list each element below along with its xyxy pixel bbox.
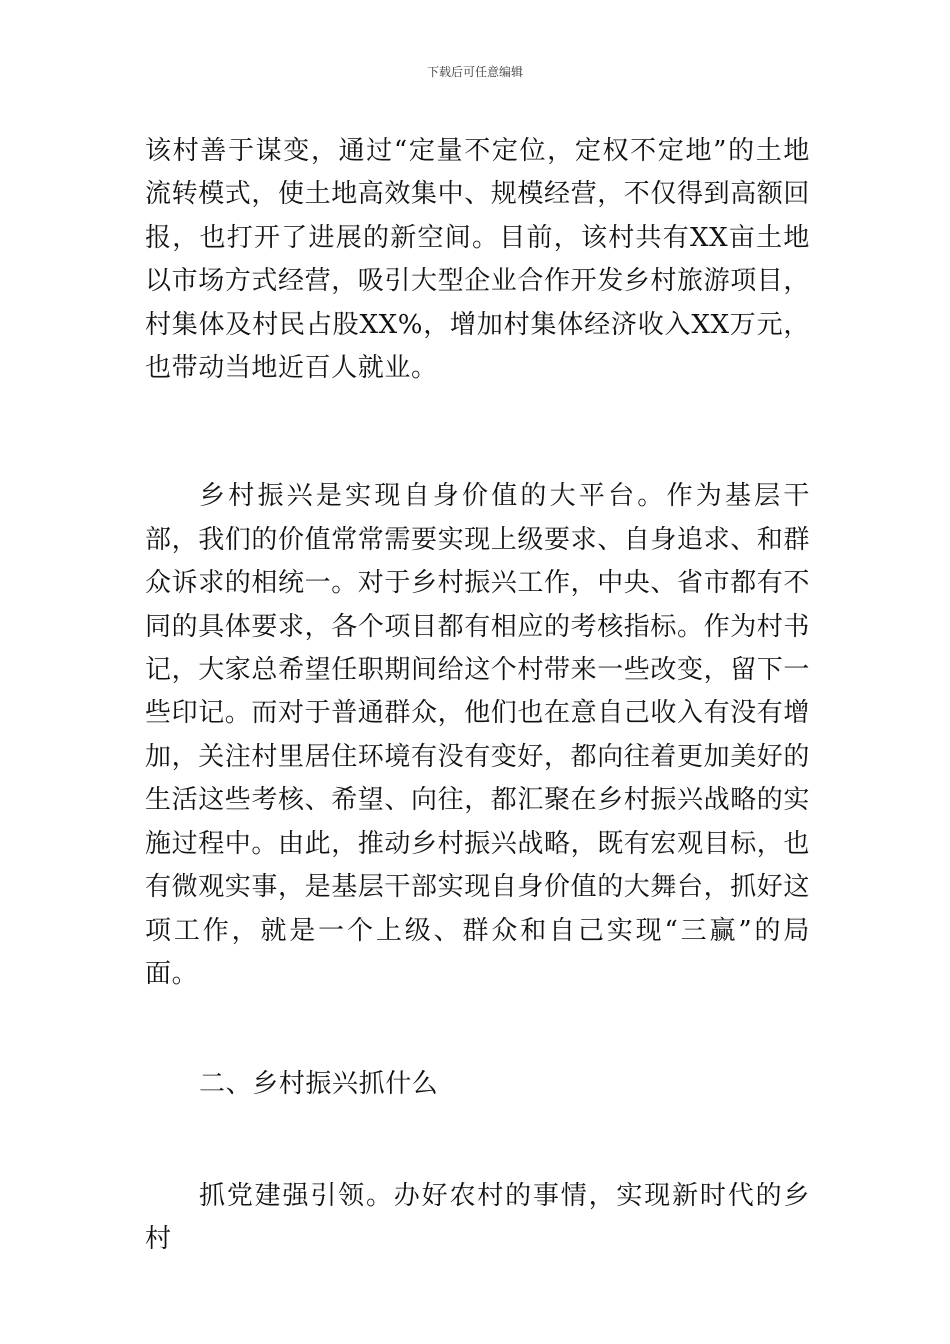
paragraph-party-building: 抓党建强引领。办好农村的事情，实现新时代的乡村 <box>145 1180 810 1255</box>
paragraph-land-transfer: 该村善于谋变，通过“定量不定位，定权不定地”的土地流转模式，使土地高效集中、规模经营，不仅得到高额回报，也打开了进展的新空间。目前，该村共有XX亩土地以市场方式经营，吸引大型企业合作开发乡村旅游项目，村集体及村民占股XX%，增加村集体经济收入XX万元，也带动当地近百人就业。 <box>145 136 811 384</box>
page-header: 下载后可任意编辑 <box>426 65 523 79</box>
section-heading: 二、乡村振兴抓什么 <box>199 1069 439 1100</box>
document-body <box>145 130 810 1262</box>
paragraph-self-value: 乡村振兴是实现自身价值的大平台。作为基层干部，我们的价值常常需要实现上级要求、自身追求、和群众诉求的相统一。对于乡村振兴工作，中央、省市都有不同的具体要求，各个项目都有相应的考核指标。作为村书记，大家总希望任职期间给这个村带来一些改变，留下一些印记。而对于普通群众，他们也在意自己收入有没有增加，关注村里居住环境有没有变好，都向往着更加美好的生活这些考核、希望、向往，都汇聚在乡村振兴战略的实施过程中。由此，推动乡村振兴战略，既有宏观目标，也有微观实事，是基层干部实现自身价值的大舞台，抓好这项工作，就是一个上级、群众和自己实现“三赢”的局面。 <box>145 481 811 989</box>
